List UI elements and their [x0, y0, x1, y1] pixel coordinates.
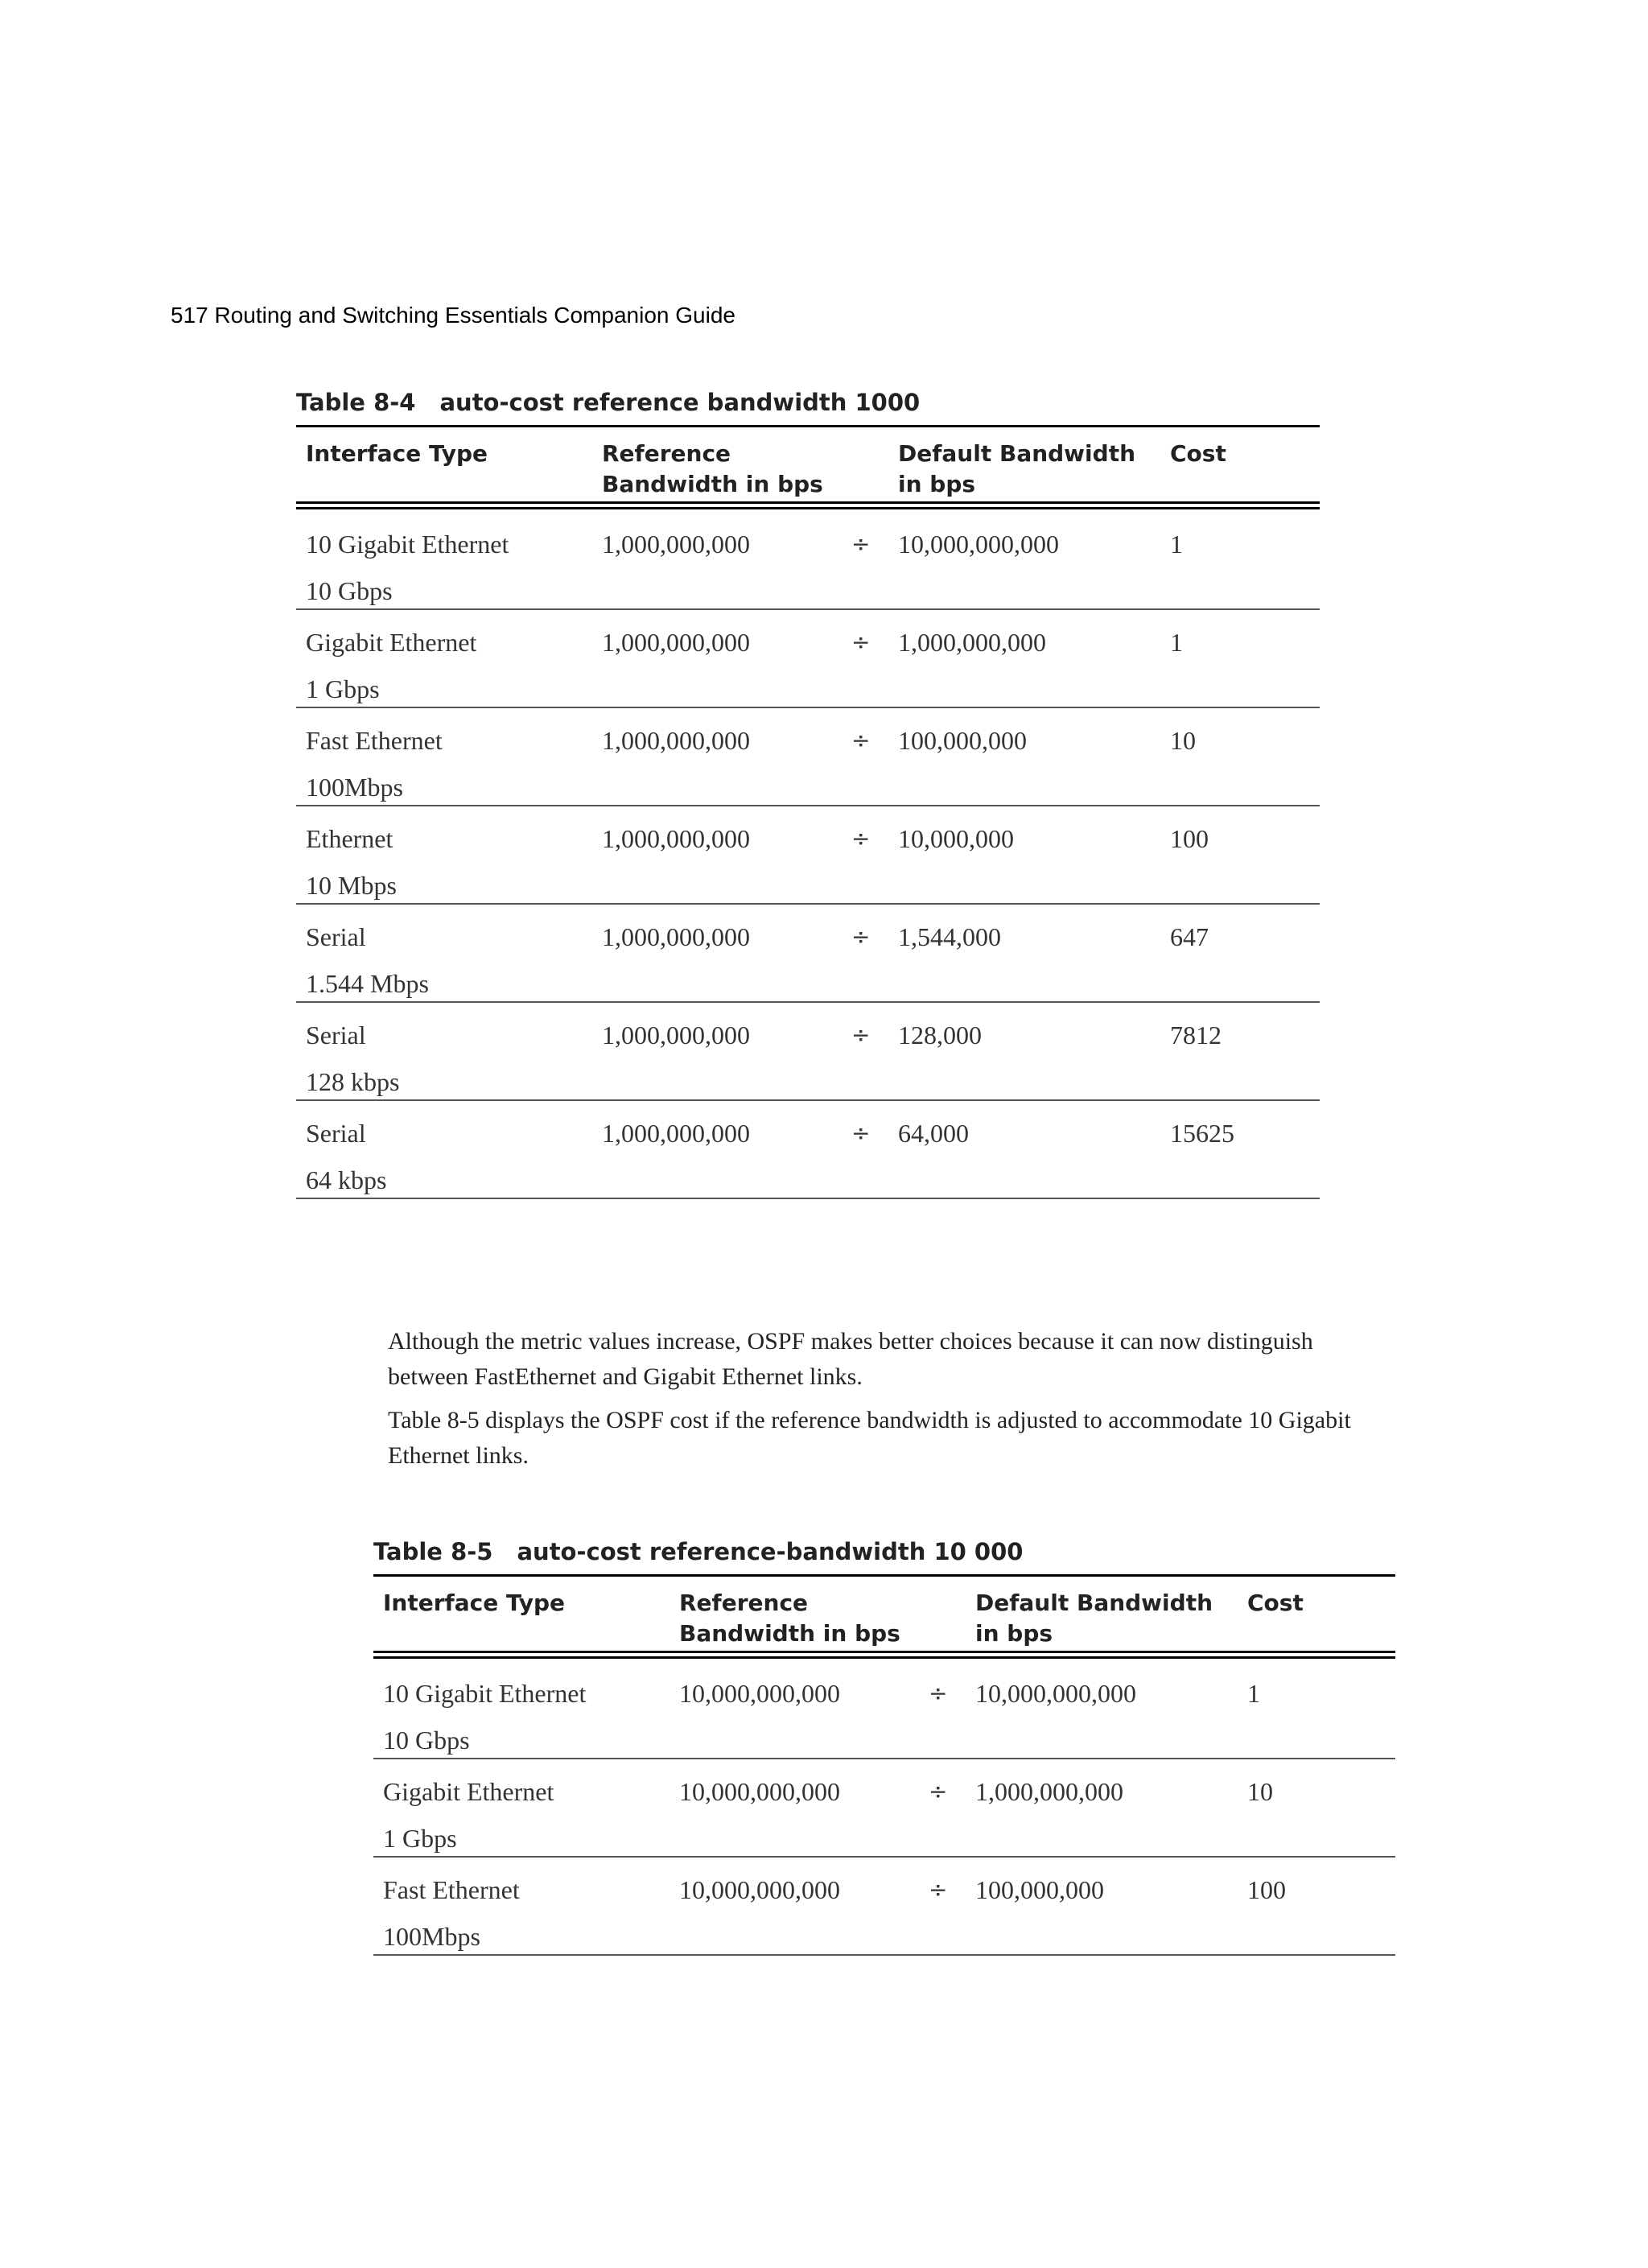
table-8-4	[296, 386, 1320, 1199]
table-row	[296, 610, 1320, 708]
header-reference-line2: Bandwidth in bps	[679, 1620, 900, 1647]
header-default-line2: in bps	[975, 1620, 1053, 1647]
table-row	[296, 1101, 1320, 1199]
table-8-5	[373, 1536, 1395, 1956]
interface-speed: 1 Gbps	[383, 1824, 457, 1853]
table-number: Table 8-4	[296, 389, 416, 416]
cost-value: 647	[1170, 922, 1209, 951]
header-reference-line1: Reference	[679, 1590, 809, 1616]
divide-sign: ÷	[851, 629, 871, 655]
divide-sign: ÷	[929, 1778, 948, 1804]
header-default-line2: in bps	[898, 471, 976, 497]
reference-bandwidth: 1,000,000,000	[602, 1119, 750, 1148]
divide-sign: ÷	[851, 530, 871, 557]
default-bandwidth: 1,000,000,000	[898, 628, 1046, 657]
header-reference-bandwidth	[602, 439, 898, 501]
header-default-line1: Default Bandwidth	[898, 440, 1136, 467]
default-bandwidth: 10,000,000,000	[975, 1679, 1136, 1708]
header-cost: Cost	[1170, 440, 1226, 467]
reference-bandwidth: 10,000,000,000	[679, 1875, 840, 1904]
table-body	[373, 1661, 1395, 1956]
table-row	[296, 806, 1320, 905]
interface-speed: 128 kbps	[306, 1067, 400, 1096]
table-body	[296, 512, 1320, 1199]
interface-speed: 10 Gbps	[383, 1726, 470, 1755]
header-default-line1: Default Bandwidth	[975, 1590, 1213, 1616]
default-bandwidth: 10,000,000	[898, 824, 1014, 853]
header-reference-line2: Bandwidth in bps	[602, 471, 823, 497]
divide-sign: ÷	[929, 1680, 948, 1706]
divide-sign: ÷	[851, 923, 871, 950]
table-row	[373, 1759, 1395, 1858]
interface-type: Fast Ethernet	[383, 1875, 520, 1904]
cost-value: 10	[1247, 1777, 1273, 1806]
table-row	[296, 905, 1320, 1003]
divide-sign: ÷	[851, 1120, 871, 1146]
default-bandwidth: 1,000,000,000	[975, 1777, 1123, 1806]
cost-value: 100	[1170, 824, 1209, 853]
divide-sign: ÷	[851, 1021, 871, 1048]
interface-speed: 100Mbps	[306, 773, 403, 802]
interface-type: Fast Ethernet	[306, 726, 443, 755]
table-title	[296, 386, 1320, 425]
header-reference-line1: Reference	[602, 440, 731, 467]
interface-type: Serial	[306, 1021, 366, 1049]
interface-speed: 100Mbps	[383, 1922, 480, 1951]
table-row	[373, 1661, 1395, 1759]
table-header	[296, 425, 1320, 504]
table-row	[296, 708, 1320, 806]
header-reference-bandwidth	[679, 1588, 975, 1651]
interface-type: 10 Gigabit Ethernet	[306, 530, 509, 559]
default-bandwidth: 100,000,000	[898, 726, 1027, 755]
table-caption: auto-cost reference-bandwidth 10 000	[517, 1538, 1024, 1565]
reference-bandwidth: 10,000,000,000	[679, 1777, 840, 1806]
running-head: 517 Routing and Switching Essentials Companion Guide	[171, 303, 735, 328]
reference-bandwidth: 1,000,000,000	[602, 824, 750, 853]
divide-sign: ÷	[851, 825, 871, 852]
cost-value: 15625	[1170, 1119, 1234, 1148]
reference-bandwidth: 1,000,000,000	[602, 530, 750, 559]
reference-bandwidth: 1,000,000,000	[602, 1021, 750, 1049]
interface-type: Serial	[306, 1119, 366, 1148]
table-header	[373, 1574, 1395, 1653]
header-interface-type: Interface Type	[306, 440, 488, 467]
interface-type: Serial	[306, 922, 366, 951]
reference-bandwidth: 1,000,000,000	[602, 628, 750, 657]
cost-value: 1	[1247, 1679, 1260, 1708]
interface-speed: 10 Mbps	[306, 871, 397, 900]
interface-type: Gigabit Ethernet	[306, 628, 477, 657]
cost-value: 1	[1170, 530, 1183, 559]
header-default-bandwidth	[975, 1588, 1247, 1651]
interface-speed: 10 Gbps	[306, 576, 393, 605]
table-row	[296, 1003, 1320, 1101]
body-text	[388, 1324, 1386, 1482]
paragraph-2: Table 8-5 displays the OSPF cost if the reference bandwidth is adjusted to accommodate 10 Gigabit Ethernet links.	[388, 1407, 1351, 1469]
table-caption: auto-cost reference bandwidth 1000	[439, 389, 921, 416]
paragraph-1: Although the metric values increase, OSPF makes better choices because it can now distinguish between FastEthernet and Gigabit Ethernet links.	[388, 1328, 1313, 1390]
interface-type: Ethernet	[306, 824, 393, 853]
interface-type: Gigabit Ethernet	[383, 1777, 554, 1806]
table-number: Table 8-5	[373, 1538, 493, 1565]
cost-value: 10	[1170, 726, 1196, 755]
default-bandwidth: 64,000	[898, 1119, 969, 1148]
interface-speed: 1 Gbps	[306, 674, 380, 703]
interface-type: 10 Gigabit Ethernet	[383, 1679, 587, 1708]
default-bandwidth: 100,000,000	[975, 1875, 1104, 1904]
reference-bandwidth: 1,000,000,000	[602, 726, 750, 755]
header-cost: Cost	[1247, 1590, 1304, 1616]
cost-value: 7812	[1170, 1021, 1222, 1049]
reference-bandwidth: 10,000,000,000	[679, 1679, 840, 1708]
cost-value: 100	[1247, 1875, 1286, 1904]
default-bandwidth: 128,000	[898, 1021, 982, 1049]
default-bandwidth: 1,544,000	[898, 922, 1001, 951]
interface-speed: 1.544 Mbps	[306, 969, 429, 998]
default-bandwidth: 10,000,000,000	[898, 530, 1059, 559]
header-interface-type: Interface Type	[383, 1590, 566, 1616]
table-row	[296, 512, 1320, 610]
table-row	[373, 1858, 1395, 1956]
header-default-bandwidth	[898, 439, 1170, 501]
reference-bandwidth: 1,000,000,000	[602, 922, 750, 951]
divide-sign: ÷	[929, 1876, 948, 1903]
divide-sign: ÷	[851, 727, 871, 753]
cost-value: 1	[1170, 628, 1183, 657]
interface-speed: 64 kbps	[306, 1165, 387, 1194]
table-title	[373, 1536, 1395, 1574]
